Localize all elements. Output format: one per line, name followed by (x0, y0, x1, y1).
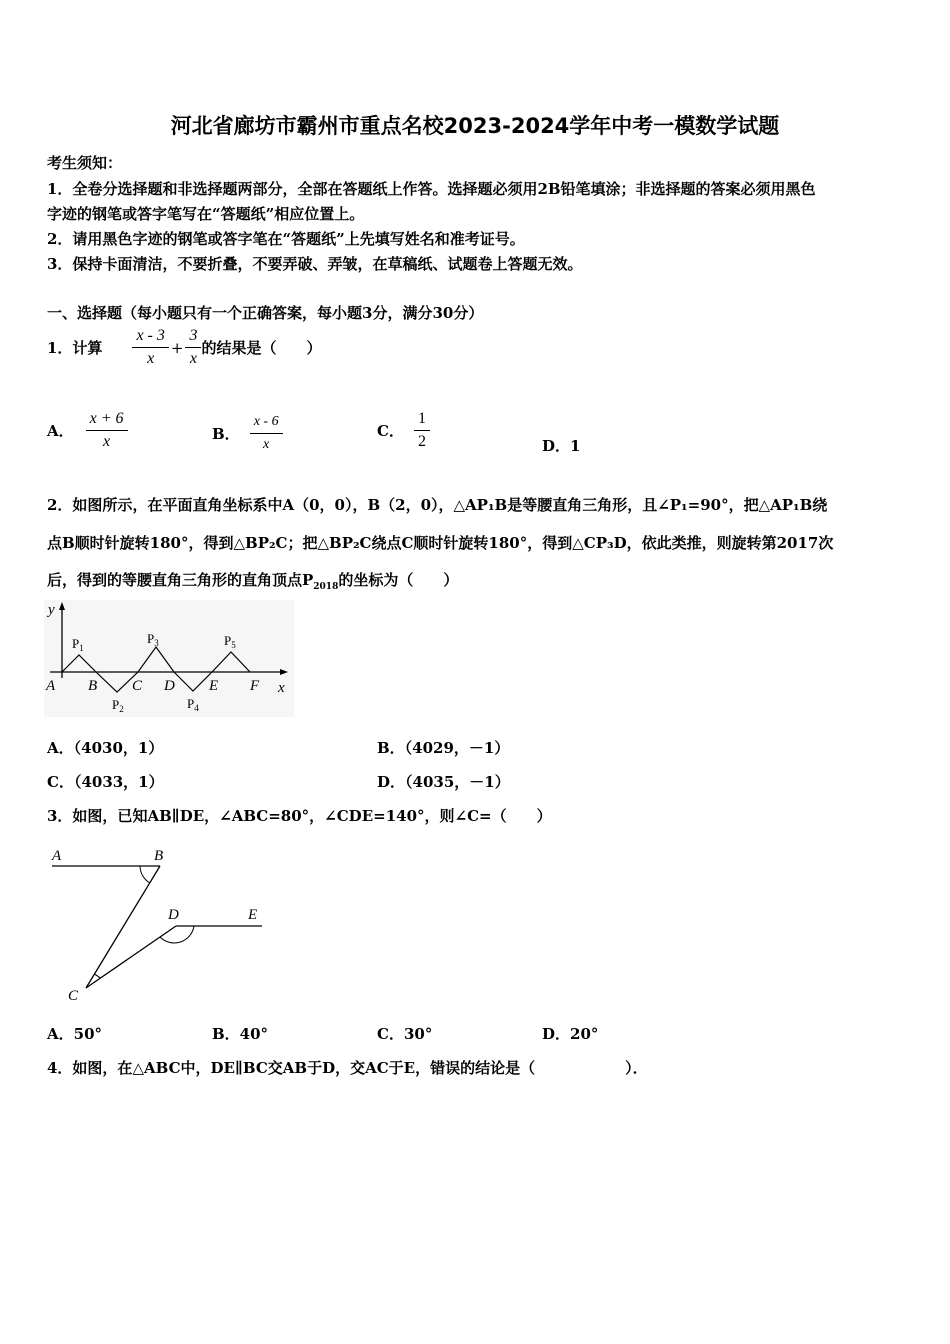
q1-option-c-denominator: 2 (417, 433, 426, 450)
label-p5: $P_5$ (224, 633, 236, 650)
line-bc (86, 866, 160, 988)
line-cd (86, 926, 176, 988)
section-heading: 一、选择题（每小题只有一个正确答案，每小题3分，满分30分） (47, 304, 484, 322)
label-e: E (248, 907, 258, 923)
label-a: A (52, 848, 62, 864)
question-1 (47, 327, 321, 368)
label-d: D (164, 678, 175, 694)
angle-b-arc (140, 866, 150, 883)
q2-text-line-2: 点B顺时针旋转180°，得到△BP₂C；把△BP₂C绕点C顺时针旋转180°，得到△CP₃D，依此类推，则旋转第2017次 (47, 534, 834, 552)
q1-option-a-fraction (86, 410, 128, 451)
notice-item-3: 3．保持卡面清洁，不要折叠，不要弄破、弄皱，在草稿纸、试题卷上答题无效。 (47, 255, 583, 273)
q3-option-c: C．30° (377, 1025, 433, 1043)
label-b: B (154, 848, 164, 864)
q2-option-d: D．（4035，－1） (377, 773, 510, 791)
q2-text-line-3 (47, 569, 458, 592)
label-p1: $P_1$ (72, 636, 84, 653)
q3-option-b: B．40° (212, 1025, 269, 1043)
q1-option-b-denominator: x (263, 437, 270, 452)
q2-figure-background (44, 600, 294, 717)
q1-option-c (377, 410, 430, 451)
page-title: 河北省廊坊市霸州市重点名校2023-2024学年中考一模数学试题 (170, 114, 780, 138)
label-d: D (168, 907, 179, 923)
q1-option-b (212, 413, 283, 454)
q1-frac2-denominator: x (189, 350, 197, 367)
q2-option-c: C．（4033，1） (47, 773, 164, 791)
q1-option-a (47, 410, 128, 451)
notice-item-1: 1．全卷分选择题和非选择题两部分，全部在答题纸上作答。选择题必须用2B铅笔填涂；非选择题的答案必须用黑色 (47, 180, 816, 198)
notice-item-2: 2．请用黑色字迹的钢笔或答字笔在“答题纸”上先填写姓名和准考证号。 (47, 230, 525, 248)
q1-option-a-numerator: x + 6 (86, 410, 128, 431)
q1-option-d: D．1 (542, 437, 581, 455)
q1-frac1-numerator: x - 3 (132, 327, 168, 348)
q1-option-a-denominator: x (103, 433, 111, 450)
q3-option-a: A．50° (47, 1025, 103, 1043)
label-f: F (250, 678, 260, 694)
label-p2: $P_2$ (112, 697, 124, 714)
q1-prefix: 1．计算 (47, 339, 103, 357)
q1-frac1-denominator: x (147, 350, 155, 367)
q1-option-b-label: B． (212, 425, 240, 443)
notice-heading: 考生须知： (47, 154, 123, 172)
q1-option-a-label: A． (47, 422, 74, 440)
angle-d-arc (160, 926, 194, 943)
label-a: A (46, 678, 56, 694)
angle-c-arc (94, 974, 100, 978)
q1-option-c-numerator: 1 (414, 410, 430, 431)
q1-suffix: 的结果是（ ） (201, 339, 322, 357)
label-x: x (278, 680, 285, 696)
label-y: y (48, 602, 55, 618)
q2-subscript: 2018 (313, 582, 339, 592)
label-c: C (132, 678, 143, 694)
q1-option-c-fraction (414, 410, 430, 451)
label-e: E (209, 678, 219, 694)
q1-fraction-2 (185, 327, 201, 368)
q3-option-d: D．20° (542, 1025, 599, 1043)
label-p4: $P_4$ (187, 696, 199, 713)
notice-item-1-cont: 字迹的钢笔或答字笔写在“答题纸”相应位置上。 (47, 205, 365, 223)
q1-option-b-fraction (250, 413, 283, 454)
q3-parallel-lines-figure (44, 842, 270, 1008)
q2-line-3-end: 的坐标为（ ） (338, 571, 459, 589)
q2-line-3-start: 后，得到的等腰直角三角形的直角顶点P (47, 571, 314, 589)
q1-frac2-numerator: 3 (185, 327, 201, 348)
q1-option-b-numerator: x - 6 (250, 413, 283, 434)
q1-plus: + (170, 338, 184, 357)
label-c: C (68, 988, 79, 1004)
q4-text: 4．如图，在△ABC中，DE∥BC交AB于D，交AC于E，错误的结论是（ ）． (47, 1059, 648, 1077)
q2-coordinate-figure (44, 600, 296, 720)
q1-option-c-label: C． (377, 422, 404, 440)
q2-option-b: B．（4029，－1） (377, 739, 510, 757)
q2-option-a: A．（4030，1） (47, 739, 164, 757)
q1-fraction-1 (132, 327, 168, 368)
q3-text: 3．如图，已知AB∥DE，∠ABC=80°，∠CDE=140°，则∠C=（ ） (47, 807, 552, 825)
label-p3: $P_3$ (147, 631, 159, 648)
label-b: B (88, 678, 98, 694)
q2-text-line-1: 2．如图所示，在平面直角坐标系中A（0，0），B（2，0），△AP₁B是等腰直角三角形，且∠P₁=90°，把△AP₁B绕 (47, 496, 828, 514)
